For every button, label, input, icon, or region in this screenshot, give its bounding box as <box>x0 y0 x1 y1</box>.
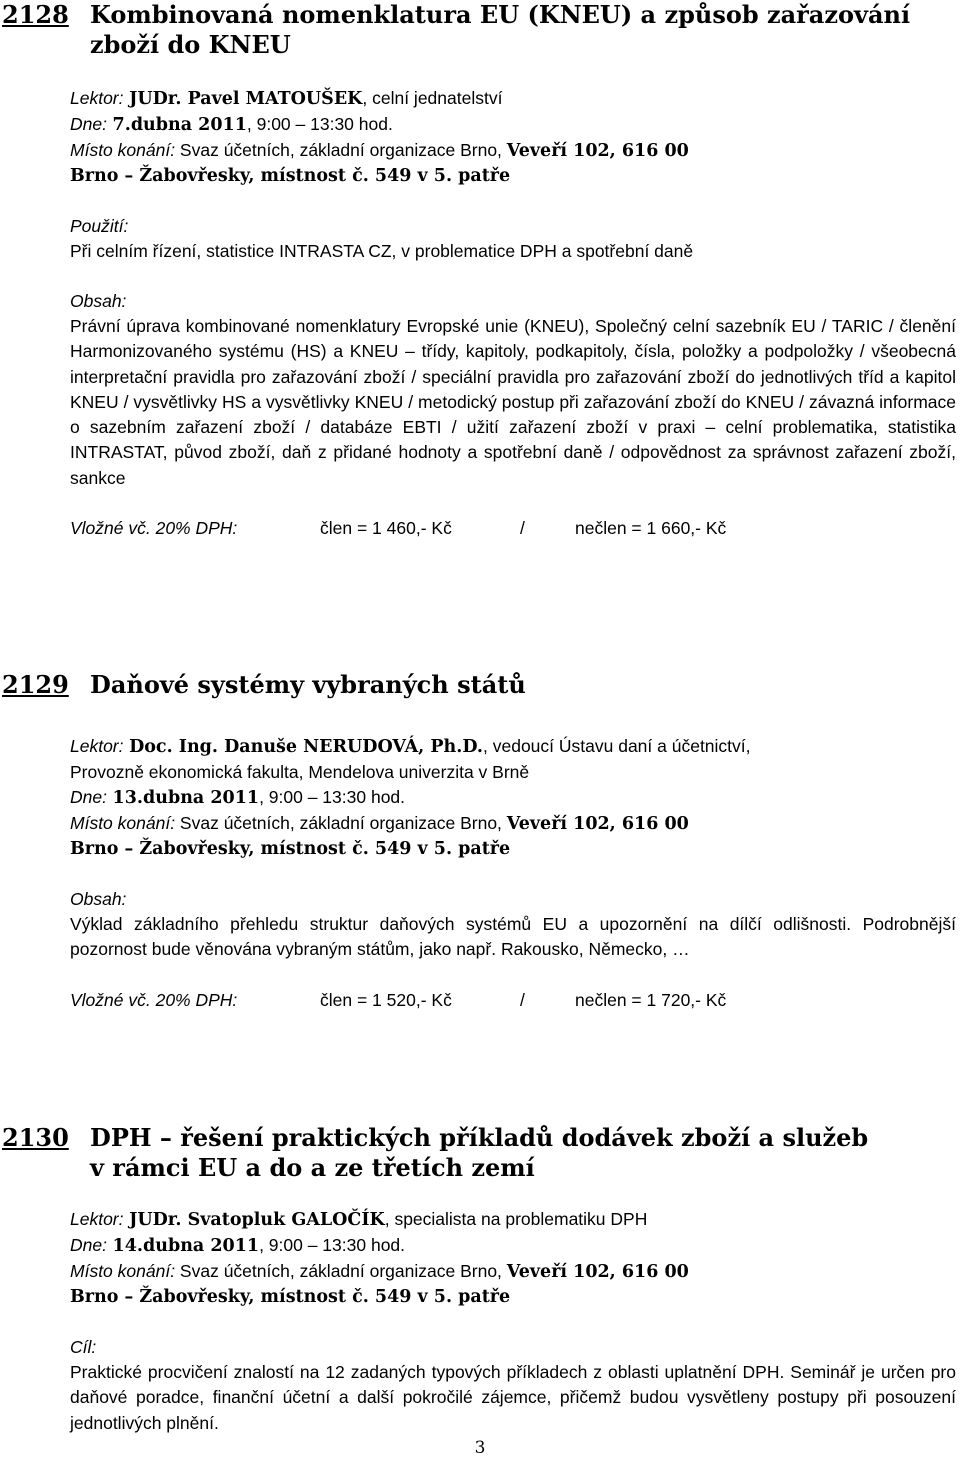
spacer <box>70 1310 956 1335</box>
misto-label: Místo konání: <box>70 1261 176 1281</box>
course-2128 <box>0 0 960 541</box>
vlozne-label: Vložné vč. 20% DPH: <box>70 989 238 1010</box>
price-member: člen = 1 520,- Kč <box>320 989 452 1010</box>
lektor-label: Lektor: <box>70 736 124 756</box>
course-heading <box>0 1123 960 1183</box>
course-heading <box>0 670 960 700</box>
misto-text: Svaz účetních, základní organizace Brno, <box>175 1261 507 1281</box>
course-number: 2130 <box>2 1123 69 1152</box>
obsah-text: Výklad základního přehledu struktur daňových systémů EU a upozornění na dílčí odlišnosti. Podrobnější pozornost bude věnována vybraným státům, jako např. Rakousko, Německo, … <box>70 914 956 960</box>
course-heading <box>0 0 960 60</box>
vlozne-label: Vložné vč. 20% DPH: <box>70 518 238 539</box>
price-row <box>70 988 956 1013</box>
spacer <box>70 862 956 887</box>
dne-line <box>70 1233 956 1259</box>
misto-line <box>70 1259 956 1285</box>
dne-label: Dne: <box>70 114 107 134</box>
pouziti-label: Použití: <box>70 216 129 236</box>
dne-time: , 9:00 – 13:30 hod. <box>259 787 406 807</box>
misto-address-line2: Brno – Žabovřesky, místnost č. 549 v 5. patře <box>70 166 511 186</box>
course-details <box>70 1207 956 1436</box>
course-number: 2128 <box>2 0 69 29</box>
misto-label: Místo konání: <box>70 813 176 833</box>
cil-label: Cíl: <box>70 1337 97 1357</box>
misto-address: Veveří 102, 616 00 <box>506 141 689 161</box>
course-title <box>90 670 950 700</box>
lektor-name: JUDr. Svatopluk GALOČÍK <box>129 1210 385 1230</box>
lektor-name: Doc. Ing. Danuše NERUDOVÁ, Ph.D. <box>129 737 483 757</box>
dne-label: Dne: <box>70 787 107 807</box>
course-details <box>70 734 956 1013</box>
dne-line <box>70 112 956 138</box>
price-nonmember: nečlen = 1 720,- Kč <box>575 989 727 1010</box>
price-separator: / <box>520 989 525 1010</box>
course-title <box>90 1123 950 1183</box>
pouziti-text: Při celním řízení, statistice INTRASTA CZ, v problematice DPH a spotřební daně <box>70 241 694 261</box>
misto-address: Veveří 102, 616 00 <box>506 1262 689 1282</box>
misto-address-line2: Brno – Žabovřesky, místnost č. 549 v 5. patře <box>70 1287 511 1307</box>
course-2130 <box>0 1123 960 1436</box>
lektor-role: , vedoucí Ústavu daní a účetnictví, <box>483 736 751 756</box>
lektor-name: JUDr. Pavel MATOUŠEK <box>129 89 363 109</box>
misto-line <box>70 811 956 837</box>
spacer <box>70 189 956 214</box>
lektor-role: , celní jednatelství <box>362 88 503 108</box>
lektor-role: , specialista na problematiku DPH <box>384 1209 648 1229</box>
price-row <box>70 516 956 541</box>
price-member: člen = 1 460,- Kč <box>320 518 452 539</box>
cil-text: Praktické procvičení znalostí na 12 zadaných typových příkladech z oblasti uplatnění DPH. Seminář je určen pro daňové poradce, finanční účetní a další pokročilé zájemce, přičemž budou vysvětleny postupy při posouzení jednotlivých plnění. <box>70 1362 956 1433</box>
dne-date: 13.dubna 2011 <box>112 788 260 808</box>
spacer <box>70 491 956 516</box>
course-title-line2: zboží do KNEU <box>90 30 291 59</box>
dne-label: Dne: <box>70 1235 107 1255</box>
obsah-text: Právní úprava kombinované nomenklatury Evropské unie (KNEU), Společný celní sazebník EU / TARIC / členění Harmonizovaného systému (HS) a KNEU – třídy, kapitoly, podkapitoly, čísla, položky a podpoložky / všeobecná interpretační pravidla pro zařazování zboží / speciální pravidla pro zařazování zboží do jednotlivých tříd a kapitol KNEU / vysvětlivky HS a vysvětlivky KNEU / metodický postup při zařazování zboží do KNEU / závazná informace o sazebním zařazení zboží / databáze EBTI / užití zařazení zboží v praxi – celní problematika, statistika INTRASTAT, původ zboží, daň z přidané hodnoty a spotřební daně / odpovědnost za správnost zařazení zboží, sankce <box>70 316 956 488</box>
dne-time: , 9:00 – 13:30 hod. <box>259 1235 406 1255</box>
lektor-label: Lektor: <box>70 1209 124 1229</box>
course-title-line2: v rámci EU a do a ze třetích zemí <box>90 1153 535 1182</box>
spacer <box>70 963 956 988</box>
misto-text: Svaz účetních, základní organizace Brno, <box>175 813 507 833</box>
course-number: 2129 <box>2 670 69 699</box>
page-number: 3 <box>474 1438 486 1458</box>
obsah-label: Obsah: <box>70 291 127 311</box>
course-title-line1: Daňové systémy vybraných států <box>90 670 526 699</box>
misto-label: Místo konání: <box>70 140 176 160</box>
misto-line <box>70 138 956 164</box>
lektor-line <box>70 1207 956 1233</box>
misto-text: Svaz účetních, základní organizace Brno, <box>175 140 507 160</box>
lektor-role-line2: Provozně ekonomická fakulta, Mendelova univerzita v Brně <box>70 762 530 782</box>
misto-address: Veveří 102, 616 00 <box>506 814 689 834</box>
obsah-label: Obsah: <box>70 889 127 909</box>
course-title <box>90 0 950 60</box>
lektor-label: Lektor: <box>70 88 124 108</box>
dne-date: 7.dubna 2011 <box>112 115 247 135</box>
dne-time: , 9:00 – 13:30 hod. <box>246 114 393 134</box>
course-title-line1: Kombinovaná nomenklatura EU (KNEU) a způsob zařazování <box>90 0 911 29</box>
price-nonmember: nečlen = 1 660,- Kč <box>575 518 727 539</box>
dne-line <box>70 785 956 811</box>
course-details <box>70 86 956 541</box>
course-title-line1: DPH – řešení praktických příkladů dodávek zboží a služeb <box>90 1123 869 1152</box>
price-separator: / <box>520 518 525 539</box>
lektor-line <box>70 86 956 112</box>
misto-address-line2: Brno – Žabovřesky, místnost č. 549 v 5. patře <box>70 839 511 859</box>
dne-date: 14.dubna 2011 <box>112 1236 260 1256</box>
spacer <box>70 264 956 289</box>
lektor-line <box>70 734 956 760</box>
course-2129 <box>0 670 960 1013</box>
